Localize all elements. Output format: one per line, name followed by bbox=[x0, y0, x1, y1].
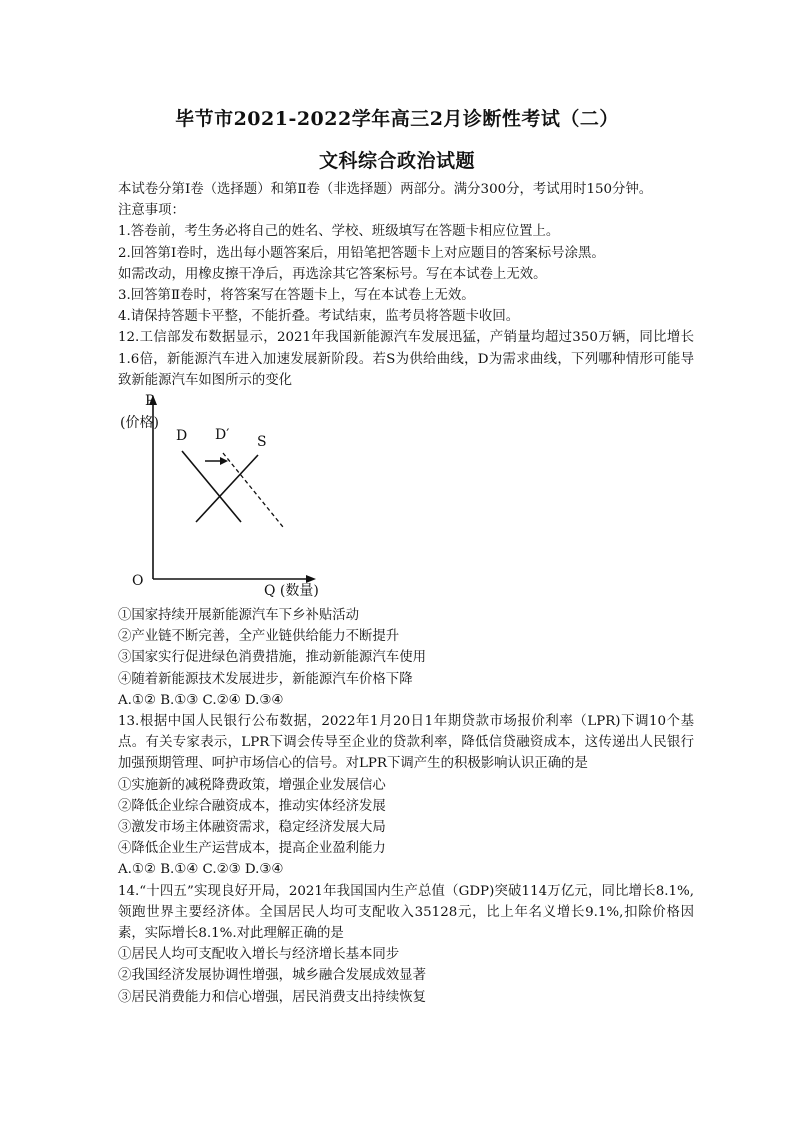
notice-title: 注意事项： bbox=[118, 203, 185, 219]
p-axis-label: P bbox=[145, 393, 155, 410]
question-13-stem: 13.根据中国人民银行公布数据，2022年1月20日1年期贷款市场报价利率（LPR)下调10个基点。有关专家表示，LPR下调会传导至企业的贷款利率，降低信贷融资成本，这传递出人民银行加强预期管理、呵护市场信心的信号。对LPR下调产生的积极影响认识正确的是 bbox=[118, 714, 694, 772]
notice-item: 2.回答第Ⅰ卷时，选出每小题答案后，用铅笔把答题卡上对应题目的答案标号涂黑。 bbox=[118, 245, 605, 261]
question-12-item: ③国家实行促进绿色消费措施，推动新能源汽车使用 bbox=[118, 650, 426, 666]
question-14-item: ②我国经济发展协调性增强，城乡融合发展成效显著 bbox=[118, 968, 426, 984]
d-prime-curve-label: D′ bbox=[215, 427, 230, 444]
question-12-item: ④随着新能源技术发展进步，新能源汽车价格下降 bbox=[118, 671, 413, 687]
origin-label: O bbox=[132, 573, 144, 590]
question-13-item: ③激发市场主体融资需求，稳定经济发展大局 bbox=[118, 820, 386, 836]
question-14-item: ①居民人均可支配收入增长与经济增长基本同步 bbox=[118, 947, 400, 963]
question-13-item: ④降低企业生产运营成本，提高企业盈利能力 bbox=[118, 841, 386, 857]
question-12-options: A.①② B.①③ C.②④ D.③④ bbox=[118, 692, 284, 708]
s-curve-label: S bbox=[257, 434, 267, 451]
d-curve-label: D bbox=[176, 428, 188, 445]
notice-item: 如需改动，用橡皮擦干净后，再选涂其它答案标号。写在本试卷上无效。 bbox=[118, 266, 547, 282]
q-axis-label: Q (数量) bbox=[264, 583, 319, 600]
question-14-stem: 14.“十四五”实现良好开局，2021年我国国内生产总值（GDP)突破114万亿元，同比增长8.1%,领跑世界主要经济体。全国居民人均可支配收入35128元，比上年名义增长9.1%,扣除价格因素，实际增长8.1%.对此理解正确的是 bbox=[118, 883, 694, 942]
notice-item: 1.答卷前，考生务必将自己的姓名、学校、班级填写在答题卡相应位置上。 bbox=[118, 224, 560, 240]
shift-arrow-head bbox=[220, 457, 228, 465]
exam-subtitle: 文科综合政治试题 bbox=[318, 150, 475, 172]
question-13-item: ①实施新的减税降费政策，增强企业发展信心 bbox=[118, 777, 386, 793]
notice-item: 3.回答第Ⅱ卷时，将答案写在答题卡上，写在本试卷上无效。 bbox=[118, 288, 475, 304]
question-14-item: ③居民消费能力和信心增强，居民消费支出持续恢复 bbox=[118, 989, 426, 1005]
exam-body bbox=[118, 179, 694, 1008]
demand-curve-d-prime bbox=[223, 453, 283, 527]
graph-lines bbox=[118, 391, 694, 605]
p-axis-unit: (价格) bbox=[120, 415, 159, 432]
question-12-stem: 12.工信部发布数据显示，2021年我国新能源汽车发展迅猛，产销量均超过350万辆，同比增长1.6倍，新能源汽车进入加速发展新阶段。若S为供给曲线，D为需求曲线，下列哪种情形可能导致新能源汽车如图所示的变化 bbox=[118, 330, 694, 388]
notice-item: 4.请保持答题卡平整，不能折叠。考试结束，监考员将答题卡收回。 bbox=[118, 309, 520, 325]
question-13-item: ②降低企业综合融资成本，推动实体经济发展 bbox=[118, 798, 386, 814]
question-13-options: A.①② B.①④ C.②③ D.③④ bbox=[118, 862, 284, 878]
intro-line: 本试卷分第Ⅰ卷（选择题）和第Ⅱ卷（非选择题）两部分。满分300分，考试用时150分钟。 bbox=[118, 182, 653, 197]
supply-demand-graph bbox=[118, 391, 694, 605]
question-12-item: ①国家持续开展新能源汽车下乡补贴活动 bbox=[118, 608, 360, 624]
question-12-item: ②产业链不断完善，全产业链供给能力不断提升 bbox=[118, 629, 400, 645]
exam-title: 毕节市2021-2022学年高三2月诊断性考试（二） bbox=[175, 108, 619, 130]
supply-curve-s bbox=[196, 455, 258, 522]
